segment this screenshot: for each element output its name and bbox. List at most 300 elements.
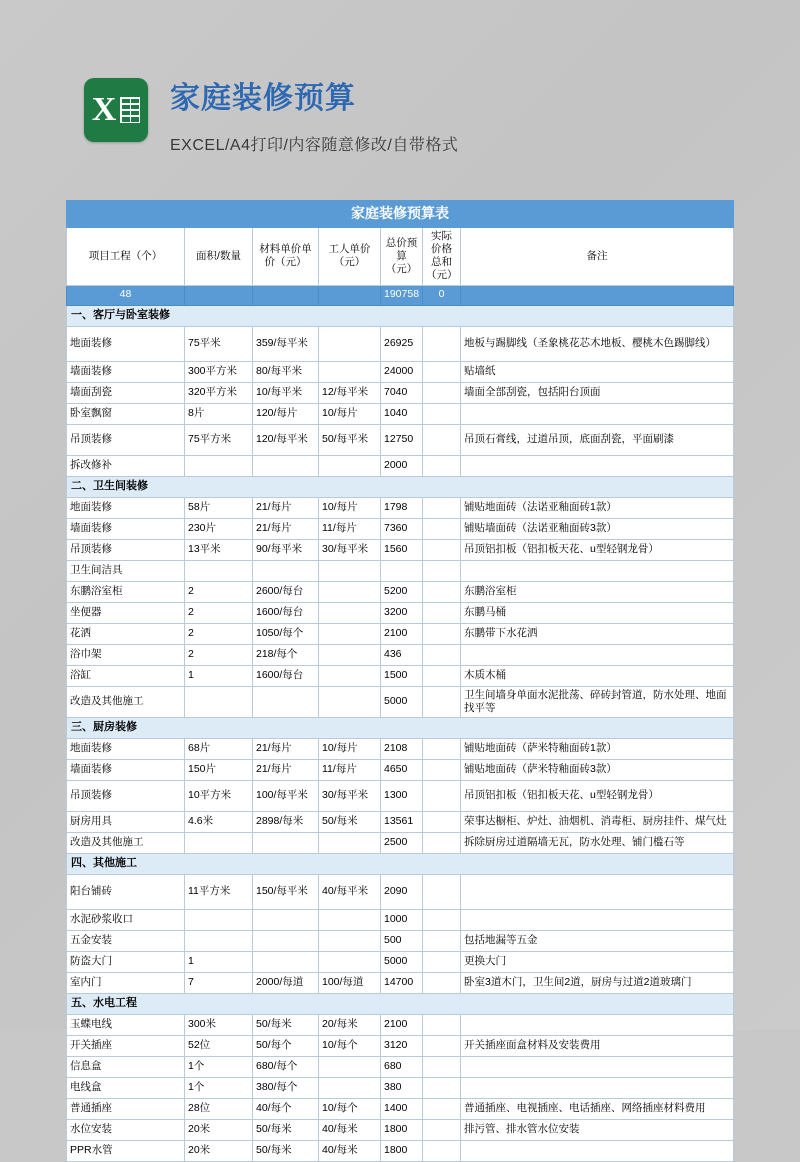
cell-project: 地面装修 [67, 326, 185, 361]
cell-project: 改造及其他施工 [67, 686, 185, 717]
cell-actual-total [423, 1056, 461, 1077]
cell-note [461, 455, 734, 476]
cell-labor-price: 50/每米 [319, 811, 381, 832]
cell-material-price: 10/每平米 [253, 382, 319, 403]
cell-material-price: 359/每平米 [253, 326, 319, 361]
cell-material-price [253, 930, 319, 951]
excel-icon-letter: X [91, 91, 117, 128]
cell-material-price: 90/每平米 [253, 539, 319, 560]
cell-estimated-total: 2500 [381, 832, 423, 853]
cell-project: 厨房用具 [67, 811, 185, 832]
cell-project: 浴巾架 [67, 644, 185, 665]
cell-area: 300米 [185, 1014, 253, 1035]
table-row [67, 497, 734, 518]
cell-note [461, 1056, 734, 1077]
cell-note: 东鹏马桶 [461, 602, 734, 623]
cell-project: 吊顶装修 [67, 539, 185, 560]
cell-note [461, 1140, 734, 1161]
cell-note: 地板与踢脚线（圣象桃花芯木地板、樱桃木色踢脚线） [461, 326, 734, 361]
cell-labor-price: 10/每片 [319, 497, 381, 518]
table-row [67, 972, 734, 993]
cell-note [461, 1077, 734, 1098]
title-block [170, 78, 458, 155]
table-summary-row [67, 285, 734, 305]
cell-labor-price [319, 951, 381, 972]
cell-material-price: 120/每平米 [253, 424, 319, 455]
cell-project: PPR水管 [67, 1140, 185, 1161]
table-row [67, 560, 734, 581]
table-row [67, 759, 734, 780]
cell-note: 吊顶铝扣板（铝扣板天花、u型轻钢龙骨） [461, 780, 734, 811]
cell-project: 地面装修 [67, 738, 185, 759]
cell-area: 300平方米 [185, 361, 253, 382]
table-row [67, 686, 734, 717]
cell-area: 20米 [185, 1140, 253, 1161]
cell-note: 东鹏带下水花洒 [461, 623, 734, 644]
cell-actual-total [423, 951, 461, 972]
cell-material-price: 50/每个 [253, 1035, 319, 1056]
cell-labor-price [319, 644, 381, 665]
cell-labor-price: 40/每平米 [319, 874, 381, 909]
cell-estimated-total: 1500 [381, 665, 423, 686]
cell-area: 7 [185, 972, 253, 993]
table-row [67, 455, 734, 476]
cell-material-price: 1600/每台 [253, 602, 319, 623]
cell-actual-total [423, 403, 461, 424]
table-row [67, 539, 734, 560]
cell-actual-total [423, 560, 461, 581]
table-row [67, 951, 734, 972]
cell-area [185, 560, 253, 581]
table-row [67, 832, 734, 853]
cell-actual-total [423, 930, 461, 951]
table-row [67, 424, 734, 455]
cell-material-price: 50/每米 [253, 1119, 319, 1140]
cell-labor-price [319, 455, 381, 476]
cell-estimated-total: 1800 [381, 1119, 423, 1140]
cell-area: 150片 [185, 759, 253, 780]
cell-project: 卫生间洁具 [67, 560, 185, 581]
cell-project: 墙面装修 [67, 361, 185, 382]
summary-area [185, 285, 253, 305]
cell-material-price: 2600/每台 [253, 581, 319, 602]
cell-estimated-total: 26925 [381, 326, 423, 361]
cell-material-price: 680/每个 [253, 1056, 319, 1077]
cell-estimated-total: 680 [381, 1056, 423, 1077]
cell-note: 东鹏浴室柜 [461, 581, 734, 602]
cell-estimated-total: 1040 [381, 403, 423, 424]
cell-actual-total [423, 424, 461, 455]
cell-actual-total [423, 581, 461, 602]
cell-project: 卧室飘窗 [67, 403, 185, 424]
cell-material-price [253, 951, 319, 972]
cell-project: 墙面装修 [67, 759, 185, 780]
cell-note: 拆除厨房过道隔墙无瓦，防水处理、铺门槛石等 [461, 832, 734, 853]
cell-labor-price [319, 560, 381, 581]
cell-estimated-total: 1000 [381, 909, 423, 930]
cell-project: 信息盒 [67, 1056, 185, 1077]
table-row [67, 403, 734, 424]
col-header-area: 面积/数量 [185, 228, 253, 286]
cell-area: 52位 [185, 1035, 253, 1056]
cell-area: 13平米 [185, 539, 253, 560]
cell-material-price: 50/每米 [253, 1140, 319, 1161]
cell-note: 墙面全部刮瓷，包括阳台顶面 [461, 382, 734, 403]
cell-material-price [253, 686, 319, 717]
cell-actual-total [423, 1119, 461, 1140]
cell-labor-price [319, 602, 381, 623]
cell-area: 2 [185, 581, 253, 602]
cell-note: 包括地漏等五金 [461, 930, 734, 951]
cell-estimated-total: 3120 [381, 1035, 423, 1056]
cell-estimated-total: 2090 [381, 874, 423, 909]
table-row [67, 811, 734, 832]
cell-actual-total [423, 909, 461, 930]
cell-note: 吊顶铝扣板（铝扣板天花、u型轻钢龙骨） [461, 539, 734, 560]
summary-project-count: 48 [67, 285, 185, 305]
cell-area [185, 909, 253, 930]
table-row [67, 1077, 734, 1098]
cell-actual-total [423, 455, 461, 476]
cell-labor-price [319, 686, 381, 717]
cell-estimated-total: 1400 [381, 1098, 423, 1119]
cell-labor-price [319, 1056, 381, 1077]
table-row [67, 581, 734, 602]
col-header-note: 备注 [461, 228, 734, 286]
cell-actual-total [423, 832, 461, 853]
cell-project: 花洒 [67, 623, 185, 644]
cell-area [185, 832, 253, 853]
cell-project: 防盗大门 [67, 951, 185, 972]
cell-estimated-total: 24000 [381, 361, 423, 382]
cell-actual-total [423, 1140, 461, 1161]
cell-labor-price: 30/每平米 [319, 539, 381, 560]
section-label: 四、其他施工 [67, 853, 734, 874]
table-row [67, 1056, 734, 1077]
cell-project: 墙面刮瓷 [67, 382, 185, 403]
cell-labor-price [319, 361, 381, 382]
cell-labor-price [319, 1077, 381, 1098]
table-row [67, 326, 734, 361]
cell-project: 墙面装修 [67, 518, 185, 539]
cell-area: 10平方米 [185, 780, 253, 811]
cell-project: 地面装修 [67, 497, 185, 518]
excel-icon-grid [120, 97, 140, 123]
cell-note [461, 1014, 734, 1035]
cell-project: 水泥砂浆收口 [67, 909, 185, 930]
cell-note: 铺贴地面砖（法诺亚釉面砖1款） [461, 497, 734, 518]
cell-material-price: 1050/每个 [253, 623, 319, 644]
cell-note: 木质木桶 [461, 665, 734, 686]
col-header-project: 项目工程（个） [67, 228, 185, 286]
table-row [67, 1098, 734, 1119]
section-header-row [67, 853, 734, 874]
cell-area: 1个 [185, 1056, 253, 1077]
section-label: 三、厨房装修 [67, 717, 734, 738]
cell-estimated-total: 5000 [381, 686, 423, 717]
cell-actual-total [423, 361, 461, 382]
cell-actual-total [423, 738, 461, 759]
cell-area: 1个 [185, 1077, 253, 1098]
cell-note: 普通插座、电视插座、电话插座、网络插座材料费用 [461, 1098, 734, 1119]
section-header-row [67, 476, 734, 497]
cell-material-price: 1600/每台 [253, 665, 319, 686]
cell-material-price: 50/每米 [253, 1014, 319, 1035]
cell-actual-total [423, 539, 461, 560]
cell-labor-price [319, 326, 381, 361]
cell-note: 更换大门 [461, 951, 734, 972]
cell-estimated-total: 2000 [381, 455, 423, 476]
cell-note: 铺贴地面砖（萨米特釉面砖3款） [461, 759, 734, 780]
cell-area: 11平方米 [185, 874, 253, 909]
cell-estimated-total [381, 560, 423, 581]
cell-note: 贴墙纸 [461, 361, 734, 382]
cell-estimated-total: 5000 [381, 951, 423, 972]
cell-estimated-total: 1800 [381, 1140, 423, 1161]
cell-labor-price: 11/每片 [319, 518, 381, 539]
cell-project: 电线盒 [67, 1077, 185, 1098]
cell-labor-price [319, 665, 381, 686]
cell-area: 2 [185, 644, 253, 665]
cell-project: 水位安装 [67, 1119, 185, 1140]
cell-note [461, 560, 734, 581]
col-header-material-price: 材料单价单价（元） [253, 228, 319, 286]
cell-material-price: 21/每片 [253, 738, 319, 759]
cell-material-price: 150/每平米 [253, 874, 319, 909]
cell-labor-price: 100/每道 [319, 972, 381, 993]
cell-labor-price [319, 623, 381, 644]
cell-actual-total [423, 780, 461, 811]
table-row [67, 1035, 734, 1056]
cell-labor-price: 12/每平米 [319, 382, 381, 403]
cell-estimated-total: 1560 [381, 539, 423, 560]
col-header-estimated-total: 总价预算（元） [381, 228, 423, 286]
table-title-row [67, 201, 734, 228]
excel-icon [84, 78, 148, 142]
cell-estimated-total: 5200 [381, 581, 423, 602]
cell-material-price: 2898/每米 [253, 811, 319, 832]
cell-estimated-total: 2108 [381, 738, 423, 759]
cell-actual-total [423, 972, 461, 993]
cell-area: 75平方米 [185, 424, 253, 455]
cell-area: 75平米 [185, 326, 253, 361]
table-row [67, 623, 734, 644]
cell-area: 58片 [185, 497, 253, 518]
cell-labor-price [319, 930, 381, 951]
cell-project: 室内门 [67, 972, 185, 993]
cell-note: 卫生间墙身单面水泥批荡、碎砖封管道，防水处理、地面找平等 [461, 686, 734, 717]
cell-estimated-total: 380 [381, 1077, 423, 1098]
summary-note [461, 285, 734, 305]
table-row [67, 1119, 734, 1140]
section-label: 一、客厅与卧室装修 [67, 305, 734, 326]
cell-area: 320平方米 [185, 382, 253, 403]
cell-labor-price: 11/每片 [319, 759, 381, 780]
cell-estimated-total: 14700 [381, 972, 423, 993]
cell-project: 坐便器 [67, 602, 185, 623]
cell-material-price [253, 560, 319, 581]
budget-table [66, 200, 734, 1162]
cell-project: 吊顶装修 [67, 424, 185, 455]
cell-actual-total [423, 382, 461, 403]
cell-area: 230片 [185, 518, 253, 539]
cell-area [185, 930, 253, 951]
cell-material-price: 40/每个 [253, 1098, 319, 1119]
table-row [67, 361, 734, 382]
cell-estimated-total: 3200 [381, 602, 423, 623]
table-row [67, 1014, 734, 1035]
cell-project: 改造及其他施工 [67, 832, 185, 853]
cell-actual-total [423, 1098, 461, 1119]
col-header-labor-price: 工人单价（元） [319, 228, 381, 286]
table-row [67, 738, 734, 759]
cell-note [461, 644, 734, 665]
cell-material-price: 218/每个 [253, 644, 319, 665]
cell-actual-total [423, 644, 461, 665]
summary-actual-total: 0 [423, 285, 461, 305]
cell-actual-total [423, 497, 461, 518]
document-header [84, 78, 458, 155]
cell-actual-total [423, 874, 461, 909]
cell-labor-price: 10/每个 [319, 1035, 381, 1056]
cell-estimated-total: 1300 [381, 780, 423, 811]
section-header-row [67, 305, 734, 326]
cell-labor-price: 40/每米 [319, 1119, 381, 1140]
cell-estimated-total: 500 [381, 930, 423, 951]
cell-project: 玉蝶电线 [67, 1014, 185, 1035]
cell-material-price: 21/每片 [253, 518, 319, 539]
cell-material-price: 80/每平米 [253, 361, 319, 382]
cell-estimated-total: 1798 [381, 497, 423, 518]
col-header-actual-total: 实际价格总和（元） [423, 228, 461, 286]
cell-area: 4.6米 [185, 811, 253, 832]
cell-estimated-total: 7360 [381, 518, 423, 539]
cell-actual-total [423, 759, 461, 780]
page-subtitle: EXCEL/A4打印/内容随意修改/自带格式 [170, 137, 459, 154]
summary-labor [319, 285, 381, 305]
table-row [67, 1140, 734, 1161]
cell-estimated-total: 2100 [381, 623, 423, 644]
cell-project: 浴缸 [67, 665, 185, 686]
cell-project: 东鹏浴室柜 [67, 581, 185, 602]
cell-material-price: 21/每片 [253, 759, 319, 780]
cell-estimated-total: 4650 [381, 759, 423, 780]
cell-estimated-total: 13561 [381, 811, 423, 832]
summary-estimated-total: 190758 [381, 285, 423, 305]
section-label: 五、水电工程 [67, 993, 734, 1014]
cell-actual-total [423, 1077, 461, 1098]
cell-labor-price: 40/每米 [319, 1140, 381, 1161]
table-row [67, 665, 734, 686]
cell-area: 1 [185, 665, 253, 686]
cell-note: 铺贴墙面砖（法诺亚釉面砖3款） [461, 518, 734, 539]
cell-project: 普通插座 [67, 1098, 185, 1119]
cell-note: 荣事达橱柜、炉灶、油烟机、消毒柜、厨房挂件、煤气灶 [461, 811, 734, 832]
cell-note: 卧室3道木门，卫生间2道，厨房与过道2道玻璃门 [461, 972, 734, 993]
table-row [67, 602, 734, 623]
cell-note: 排污管、排水管水位安装 [461, 1119, 734, 1140]
table-row [67, 930, 734, 951]
cell-area: 2 [185, 623, 253, 644]
cell-note [461, 403, 734, 424]
cell-actual-total [423, 326, 461, 361]
table-row [67, 518, 734, 539]
cell-actual-total [423, 686, 461, 717]
section-header-row [67, 717, 734, 738]
cell-labor-price: 50/每平米 [319, 424, 381, 455]
cell-area: 20米 [185, 1119, 253, 1140]
cell-area: 28位 [185, 1098, 253, 1119]
cell-material-price: 100/每平米 [253, 780, 319, 811]
cell-area: 68片 [185, 738, 253, 759]
cell-note [461, 909, 734, 930]
cell-estimated-total: 7040 [381, 382, 423, 403]
cell-estimated-total: 12750 [381, 424, 423, 455]
cell-material-price: 21/每片 [253, 497, 319, 518]
cell-material-price [253, 909, 319, 930]
cell-material-price [253, 455, 319, 476]
cell-project: 吊顶装修 [67, 780, 185, 811]
cell-project: 阳台铺砖 [67, 874, 185, 909]
cell-labor-price [319, 832, 381, 853]
cell-actual-total [423, 1035, 461, 1056]
cell-area [185, 455, 253, 476]
cell-actual-total [423, 518, 461, 539]
cell-estimated-total: 436 [381, 644, 423, 665]
summary-material [253, 285, 319, 305]
table-row [67, 874, 734, 909]
cell-labor-price: 10/每片 [319, 738, 381, 759]
cell-material-price: 2000/每道 [253, 972, 319, 993]
cell-note: 开关插座面盒材料及安装费用 [461, 1035, 734, 1056]
cell-note [461, 874, 734, 909]
cell-actual-total [423, 665, 461, 686]
cell-labor-price: 20/每米 [319, 1014, 381, 1035]
table-column-headers [67, 228, 734, 286]
cell-actual-total [423, 1014, 461, 1035]
cell-note: 吊顶石膏线，过道吊顶，底面刮瓷，平面刷漆 [461, 424, 734, 455]
cell-area [185, 686, 253, 717]
cell-material-price: 380/每个 [253, 1077, 319, 1098]
table-title: 家庭装修预算表 [67, 201, 734, 228]
section-header-row [67, 993, 734, 1014]
cell-area: 8片 [185, 403, 253, 424]
cell-project: 拆改修补 [67, 455, 185, 476]
cell-material-price [253, 832, 319, 853]
page-title: 家庭装修预算 [170, 82, 356, 115]
cell-actual-total [423, 623, 461, 644]
table-row [67, 909, 734, 930]
cell-labor-price [319, 909, 381, 930]
cell-area: 1 [185, 951, 253, 972]
cell-estimated-total: 2100 [381, 1014, 423, 1035]
cell-note: 铺贴地面砖（萨米特釉面砖1款） [461, 738, 734, 759]
cell-project: 五金安装 [67, 930, 185, 951]
cell-material-price: 120/每片 [253, 403, 319, 424]
cell-labor-price: 10/每片 [319, 403, 381, 424]
table-row [67, 780, 734, 811]
cell-labor-price: 30/每平米 [319, 780, 381, 811]
cell-actual-total [423, 811, 461, 832]
section-label: 二、卫生间装修 [67, 476, 734, 497]
cell-actual-total [423, 602, 461, 623]
cell-labor-price: 10/每个 [319, 1098, 381, 1119]
cell-labor-price [319, 581, 381, 602]
table-row [67, 644, 734, 665]
cell-area: 2 [185, 602, 253, 623]
cell-project: 开关插座 [67, 1035, 185, 1056]
table-row [67, 382, 734, 403]
